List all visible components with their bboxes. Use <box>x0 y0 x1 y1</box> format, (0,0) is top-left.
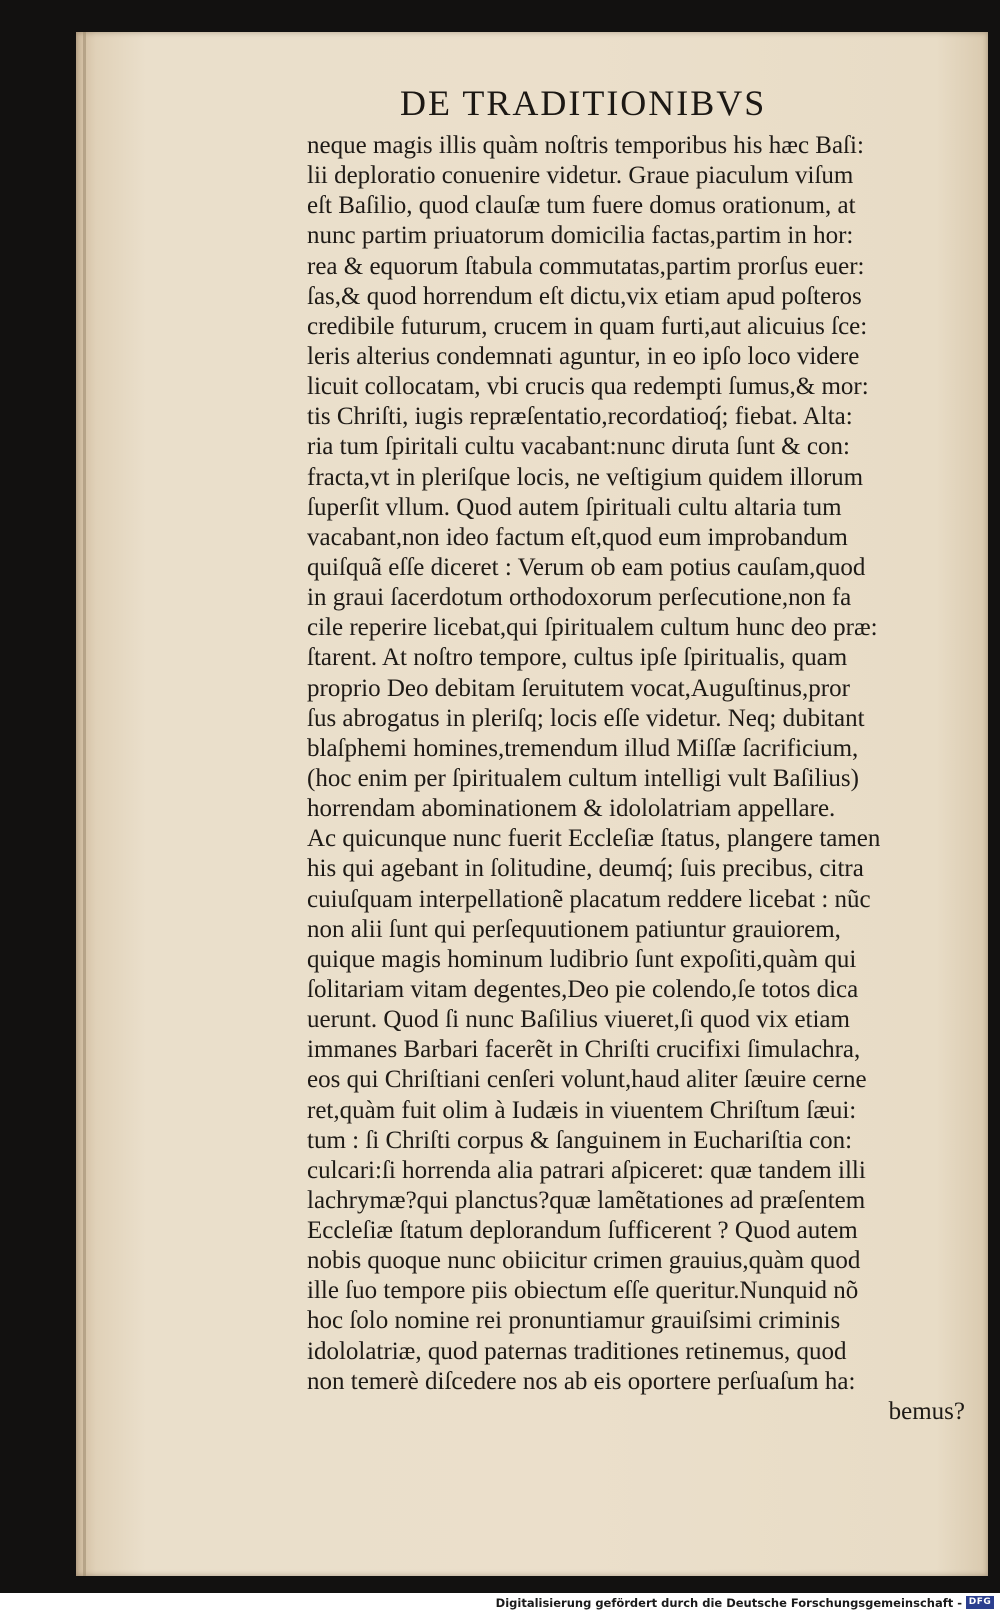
body-text <box>307 131 967 1427</box>
page-gutter-edge <box>83 32 86 1576</box>
text-line: ſas,& quod horrendum eſt dictu,vix etiam apud poſteros <box>307 282 862 310</box>
text-line: horrendam abominationem & idololatriam appellare. <box>307 795 836 823</box>
text-line: tum : ſi Chriſti corpus & ſanguinem in Euchariſtia con: <box>307 1126 853 1154</box>
text-line: rea & equorum ſtabula commutatas,partim prorſus euer: <box>307 252 865 280</box>
text-line: his qui agebant in ſolitudine, deumq́; ſuis precibus, citra <box>307 855 864 883</box>
text-line: in graui ſacerdotum orthodoxorum perſecutione,non fa <box>307 584 852 612</box>
text-line: idololatriæ, quod paternas traditiones retinemus, quod <box>307 1337 847 1365</box>
text-line: vacabant,non ideo factum eſt,quod eum improbandum <box>307 523 848 551</box>
digitization-footer <box>0 1593 1000 1613</box>
text-line: Ac quicunque nunc fuerit Eccleſiæ ſtatus, plangere tamen <box>307 825 881 853</box>
text-line: ſtarent. At noſtro tempore, cultus ipſe ſpiritualis, quam <box>307 644 848 672</box>
text-line: ria tum ſpiritali cultu vacabant:nunc diruta ſunt & con: <box>307 433 850 461</box>
text-line: ille ſuo tempore piis obiectum eſſe queritur.Nunquid nõ <box>307 1277 859 1305</box>
text-line: eos qui Chriſtiani cenſeri volunt,haud aliter ſæuire cerne <box>307 1066 867 1094</box>
funding-credit: Digitalisierung gefördert durch die Deutsche Forschungsgemeinschaft - <box>495 1596 962 1610</box>
text-line: credibile futurum, crucem in quam furti,aut alicuius ſce: <box>307 312 868 340</box>
text-line: quique magis hominum ludibrio ſunt expoſiti,quàm qui <box>307 945 857 973</box>
text-line: proprio Deo debitam ſeruitutem vocat,Auguſtinus,pror <box>307 674 850 702</box>
text-line: tis Chriſti, iugis repræſentatio,recordatioq́; fiebat. Alta: <box>307 403 853 431</box>
text-line: nunc partim priuatorum domicilia factas,partim in hor: <box>307 222 854 250</box>
text-line: blaſphemi homines,tremendum illud Miſſæ ſacrificium, <box>307 734 859 762</box>
text-line: Eccleſiæ ſtatum deplorandum ſufficerent ? Quod autem <box>307 1217 858 1245</box>
text-line: fracta,vt in pleriſque locis, ne veſtigium quidem illorum <box>307 463 864 491</box>
text-line: ſuperſit vllum. Quod autem ſpirituali cultu altaria tum <box>307 493 842 521</box>
text-line: ſolitariam vitam degentes,Deo pie colendo,ſe totos dica <box>307 975 859 1003</box>
text-line: ret,quàm fuit olim à Iudæis in viuentem Chriſtum ſæui: <box>307 1096 857 1124</box>
text-line: hoc ſolo nomine rei pronuntiamur grauiſsimi criminis <box>307 1307 841 1335</box>
text-line: non alii ſunt qui perſequutionem patiuntur grauiorem, <box>307 915 841 943</box>
text-line: quiſquã eſſe diceret : Verum ob eam potius cauſam,quod <box>307 553 866 581</box>
text-line: neque magis illis quàm noſtris temporibus his hæc Baſi: <box>307 132 864 159</box>
text-line: lii deploratio conuenire videtur. Graue piaculum viſum <box>307 162 854 190</box>
text-line: uerunt. Quod ſi nunc Baſilius viueret,ſi quod vix etiam <box>307 1006 850 1034</box>
catchword: bemus? <box>888 1397 965 1425</box>
text-line: nobis quoque nunc obiicitur crimen grauius,quàm quod <box>307 1247 861 1275</box>
running-head: DE TRADITIONIBVS <box>400 83 767 123</box>
text-line: (hoc enim per ſpiritualem cultum intelligi vult Baſilius) <box>307 764 859 792</box>
dfg-logo-icon: DFG <box>966 1596 994 1609</box>
text-line: lachrymæ?qui planctus?quæ lamẽtationes ad præſentem <box>307 1186 866 1214</box>
text-line: immanes Barbari facerẽt in Chriſti crucifixi ſimulachra, <box>307 1036 861 1064</box>
text-line: licuit collocatam, vbi crucis qua redempti ſumus,& mor: <box>307 373 869 401</box>
text-line: non temerè diſcedere nos ab eis oportere perſuaſum ha: <box>307 1367 856 1395</box>
text-line: leris alterius condemnati aguntur, in eo ipſo loco videre <box>307 342 860 370</box>
text-line: culcari:ſi horrenda alia patrari aſpiceret: quæ tandem illi <box>307 1156 866 1184</box>
text-line: eſt Baſilio, quod clauſæ tum fuere domus orationum, at <box>307 192 856 220</box>
text-line: ſus abrogatus in pleriſq; locis eſſe videtur. Neq; dubitant <box>307 704 865 732</box>
text-line: cile reperire licebat,qui ſpiritualem cultum hunc deo præ: <box>307 614 878 642</box>
text-line: cuiuſquam interpellationẽ placatum reddere licebat : nũc <box>307 885 871 913</box>
